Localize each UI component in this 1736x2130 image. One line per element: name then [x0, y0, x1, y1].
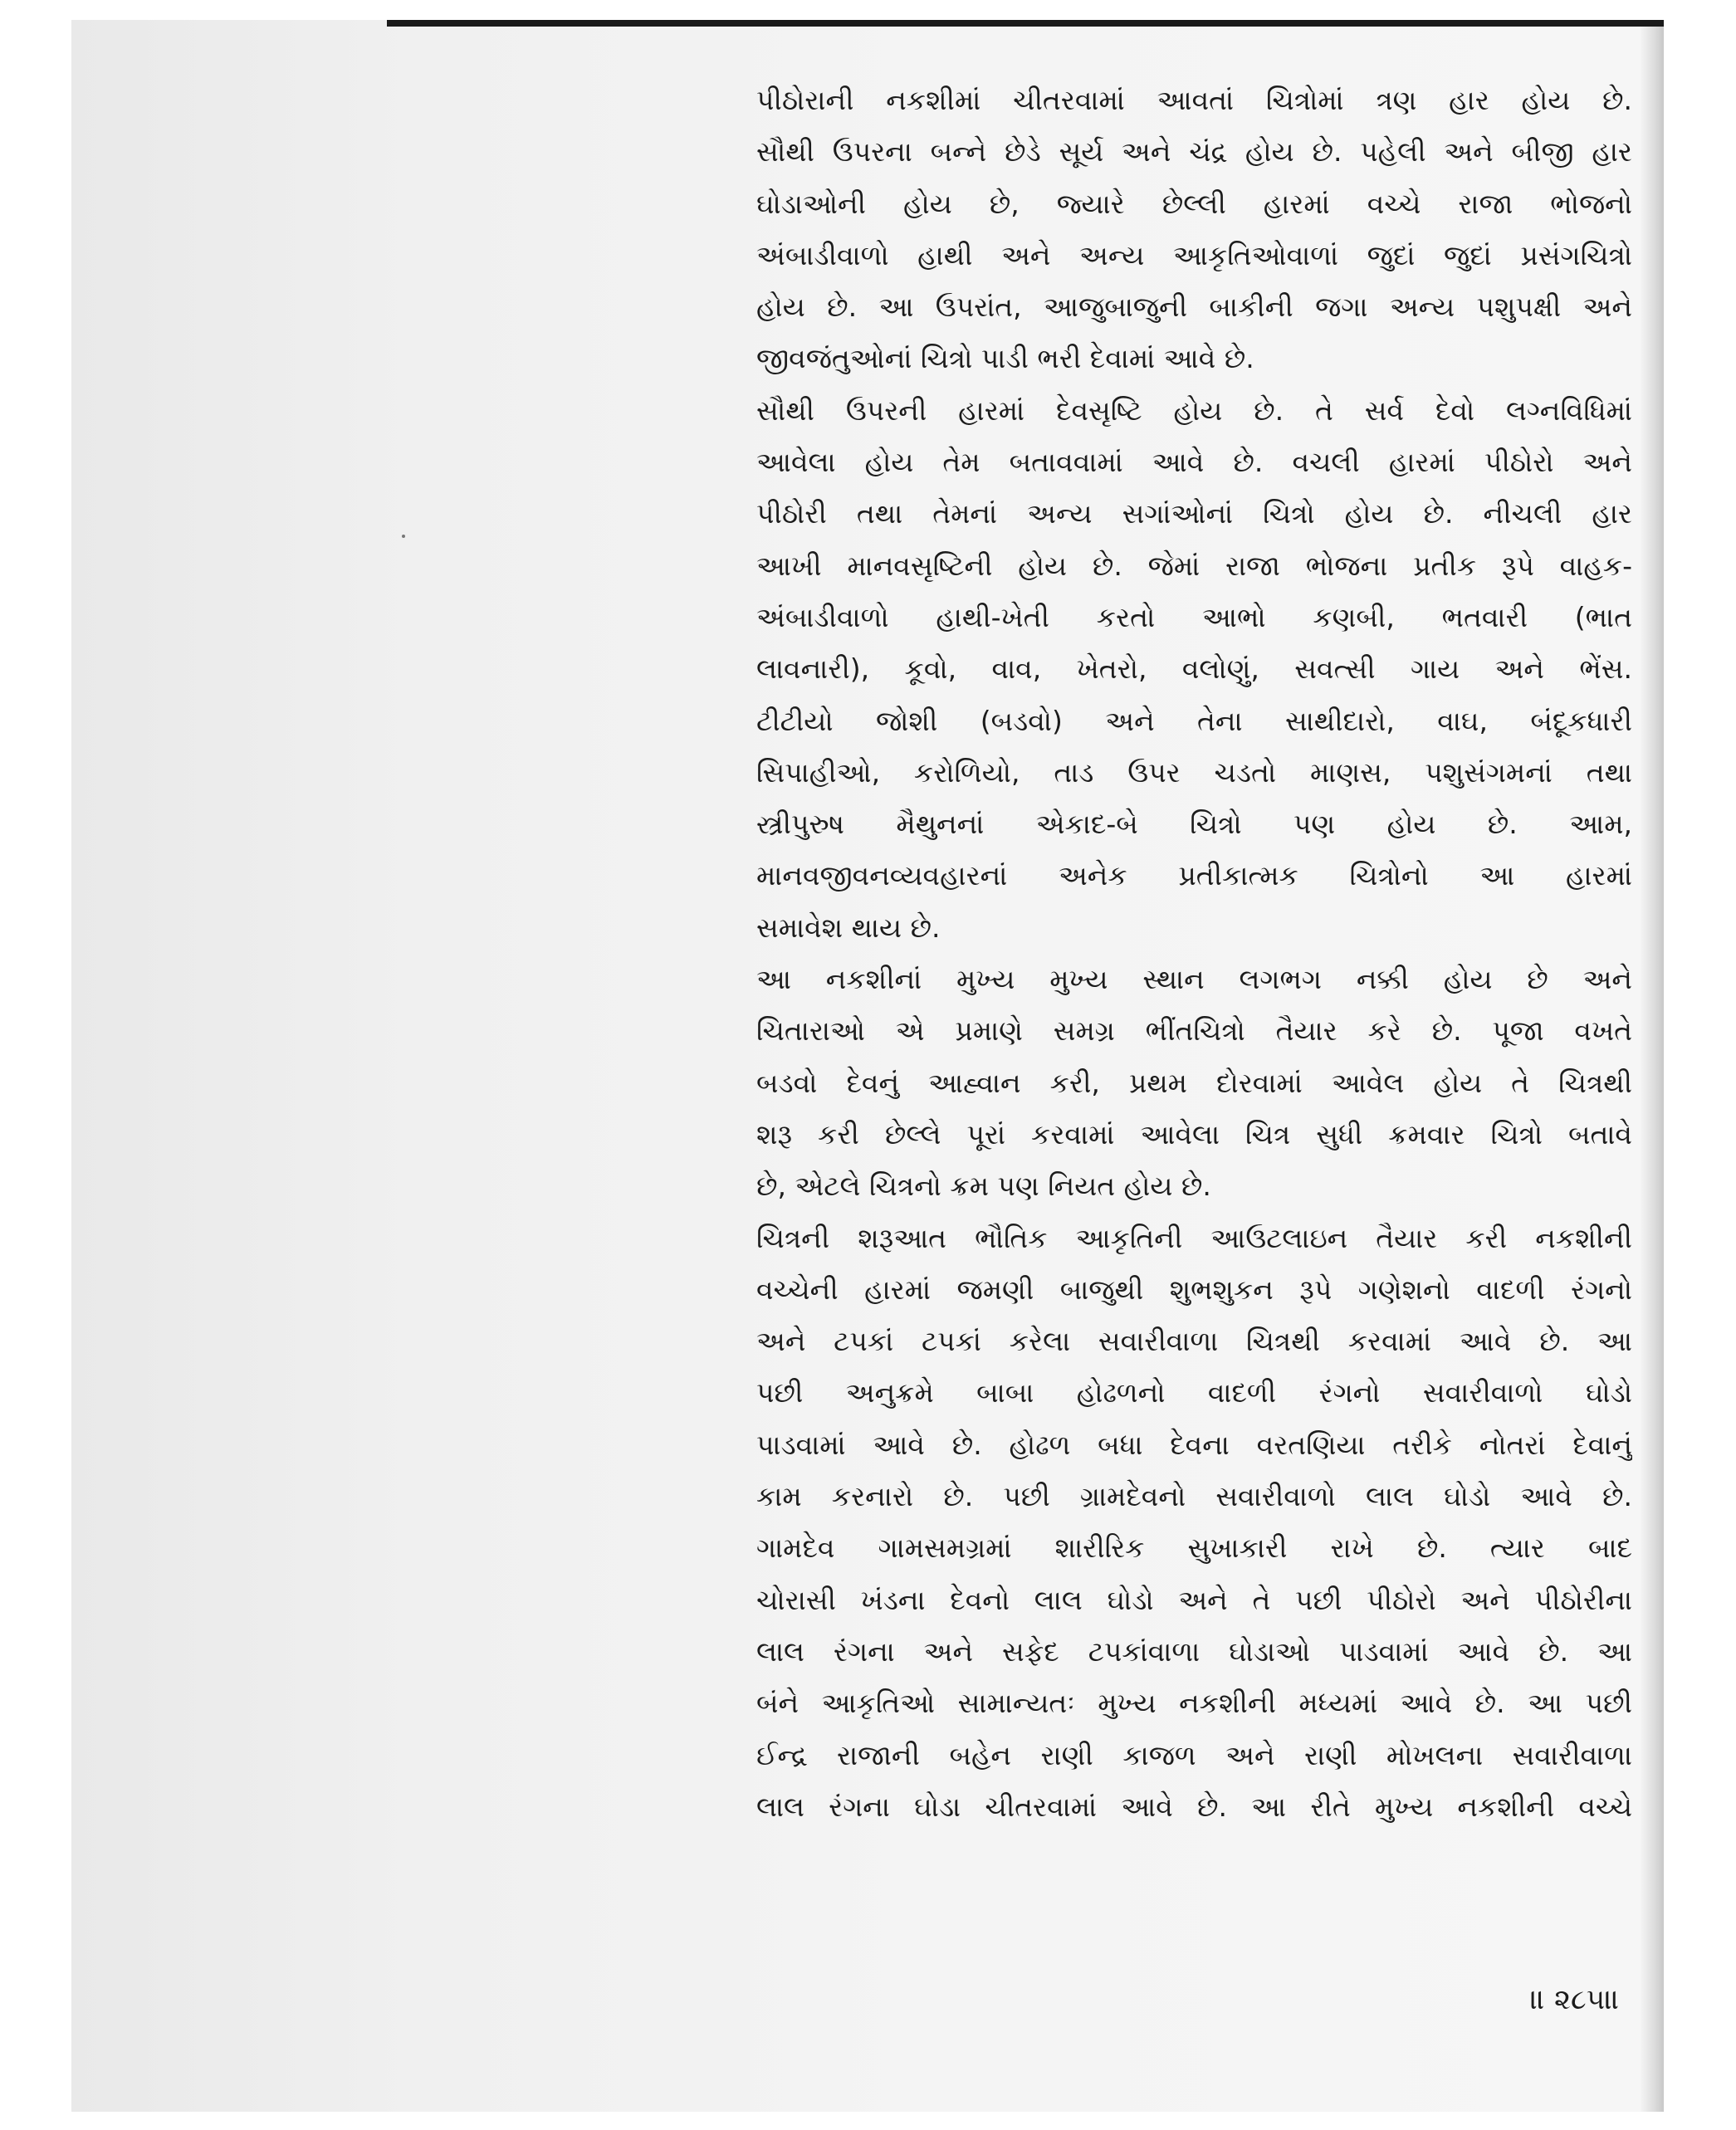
paragraph-1	[756, 75, 1632, 385]
text-line: પીઠોરી તથા તેમનાં અન્ય સગાંઓનાં ચિત્રો હોય છે. નીચલી હાર	[756, 497, 1632, 530]
text-line: અને ટપકાં ટપકાં કરેલા સવારીવાળા ચિત્રથી કરવામાં આવે છે. આ	[756, 1325, 1632, 1358]
text-line: સૌથી ઉપરની હારમાં દેવસૃષ્ટિ હોય છે. તે સર્વ દેવો લગ્નવિધિમાં	[756, 393, 1632, 427]
paragraph-2	[756, 385, 1632, 954]
text-line: ગામદેવ ગામસમગ્રમાં શારીરિક સુખાકારી રાખે છે. ત્યાર બાદ	[756, 1532, 1632, 1565]
text-line: ટીટીયો જોશી (બડવો) અને તેના સાથીદારો, વાઘ, બંદૂકધારી	[756, 704, 1632, 737]
text-line: બંને આકૃતિઓ સામાન્યતઃ મુખ્ય નકશીની મધ્યમાં આવે છે. આ પછી	[756, 1687, 1632, 1720]
text-line: લાવનારી), કૂવો, વાવ, ખેતરો, વલોણું, સવત્સી ગાય અને ભેંસ.	[756, 652, 1632, 686]
text-line: પાડવામાં આવે છે. હોઢળ બધા દેવના વરતણિયા તરીકે નોતરાં દેવાનું	[756, 1428, 1632, 1461]
paper-sheet	[71, 20, 1664, 2112]
text-line: સમાવેશ થાય છે.	[756, 911, 941, 944]
text-line: આવેલા હોય તેમ બતાવવામાં આવે છે. વચલી હારમાં પીઠોરો અને	[756, 446, 1632, 479]
text-line: સૌથી ઉપરના બન્ને છેડે સૂર્ય અને ચંદ્ર હોય છે. પહેલી અને બીજી હાર	[756, 135, 1632, 169]
text-line: કામ કરનારો છે. પછી ગ્રામદેવનો સવારીવાળો લાલ ઘોડો આવે છે.	[756, 1480, 1632, 1513]
text-line: અંબાડીવાળો હાથી અને અન્ય આકૃતિઓવાળાં જુદાં જુદાં પ્રસંગચિત્રો	[756, 238, 1632, 271]
text-line: આખી માનવસૃષ્ટિની હોય છે. જેમાં રાજા ભોજના પ્રતીક રૂપે વાહક-	[756, 549, 1632, 582]
paragraph-3	[756, 954, 1632, 1212]
body-text-column	[756, 75, 1632, 1833]
text-line: સિપાહીઓ, કરોળિયો, તાડ ઉપર ચડતો માણસ, પશુસંગમનાં તથા	[756, 755, 1632, 789]
text-line: બડવો દેવનું આહ્વાન કરી, પ્રથમ દોરવામાં આવેલ હોય તે ચિત્રથી	[756, 1066, 1632, 1099]
text-line: સ્ત્રીપુરુષ મૈથુનનાં એકાદ-બે ચિત્રો પણ હોય છે. આમ,	[756, 808, 1632, 841]
text-line: ચોરાસી ખંડના દેવનો લાલ ઘોડો અને તે પછી પીઠોરો અને પીઠોરીના	[756, 1583, 1632, 1616]
text-line: પછી અનુક્રમે બાબા હોઢળનો વાદળી રંગનો સવારીવાળો ઘોડો	[756, 1376, 1632, 1409]
paragraph-4	[756, 1213, 1632, 1834]
text-line: ચિતારાઓ એ પ્રમાણે સમગ્ર ભીંતચિત્રો તૈયાર કરે છે. પૂજા વખતે	[756, 1014, 1632, 1048]
text-line: શરૂ કરી છેલ્લે પૂરાં કરવામાં આવેલા ચિત્ર સુધી ક્રમવાર ચિત્રો બતાવે	[756, 1117, 1632, 1150]
text-line: લાલ રંગના અને સફેદ ટપકાંવાળા ઘોડાઓ પાડવામાં આવે છે. આ	[756, 1634, 1632, 1668]
text-line: ઘોડાઓની હોય છે, જ્યારે છેલ્લી હારમાં વચ્ચે રાજા ભોજનો	[756, 187, 1632, 220]
text-line: માનવજીવનવ્યવહારનાં અનેક પ્રતીકાત્મક ચિત્રોનો આ હારમાં	[756, 859, 1632, 892]
text-line: ઈન્દ્ર રાજાની બહેન રાણી કાજળ અને રાણી મોખલના સવારીવાળા	[756, 1738, 1632, 1771]
text-line: વચ્ચેની હારમાં જમણી બાજુથી શુભશુકન રૂપે ગણેશનો વાદળી રંગનો	[756, 1273, 1632, 1306]
page-number: ॥ ૨૮૫॥	[1530, 1983, 1620, 2016]
paper-speck	[402, 535, 405, 538]
text-line: પીઠોરાની નકશીમાં ચીતરવામાં આવતાં ચિત્રોમાં ત્રણ હાર હોય છે.	[756, 84, 1632, 116]
text-line: લાલ રંગના ઘોડા ચીતરવામાં આવે છે. આ રીતે મુખ્ય નકશીની વચ્ચે	[756, 1790, 1632, 1823]
text-line: ચિત્રની શરૂઆત ભૌતિક આકૃતિની આઉટલાઇન તૈયાર કરી નકશીની	[756, 1221, 1632, 1254]
text-line: જીવજંતુઓનાં ચિત્રો પાડી ભરી દેવામાં આવે છે.	[756, 342, 1254, 375]
text-line: છે, એટલે ચિત્રનો ક્રમ પણ નિયત હોય છે.	[756, 1170, 1211, 1203]
page-right-edge	[1641, 27, 1664, 2112]
text-line: હોય છે. આ ઉપરાંત, આજુબાજુની બાકીની જગા અન્ય પશુપક્ષી અને	[756, 291, 1632, 324]
page-top-shadow	[387, 20, 1664, 27]
text-line: આ નકશીનાં મુખ્ય મુખ્ય સ્થાન લગભગ નક્કી હોય છે અને	[756, 963, 1632, 996]
text-line: અંબાડીવાળો હાથી-ખેતી કરતો આભો કણબી, ભતવારી (ભાત	[756, 600, 1632, 633]
